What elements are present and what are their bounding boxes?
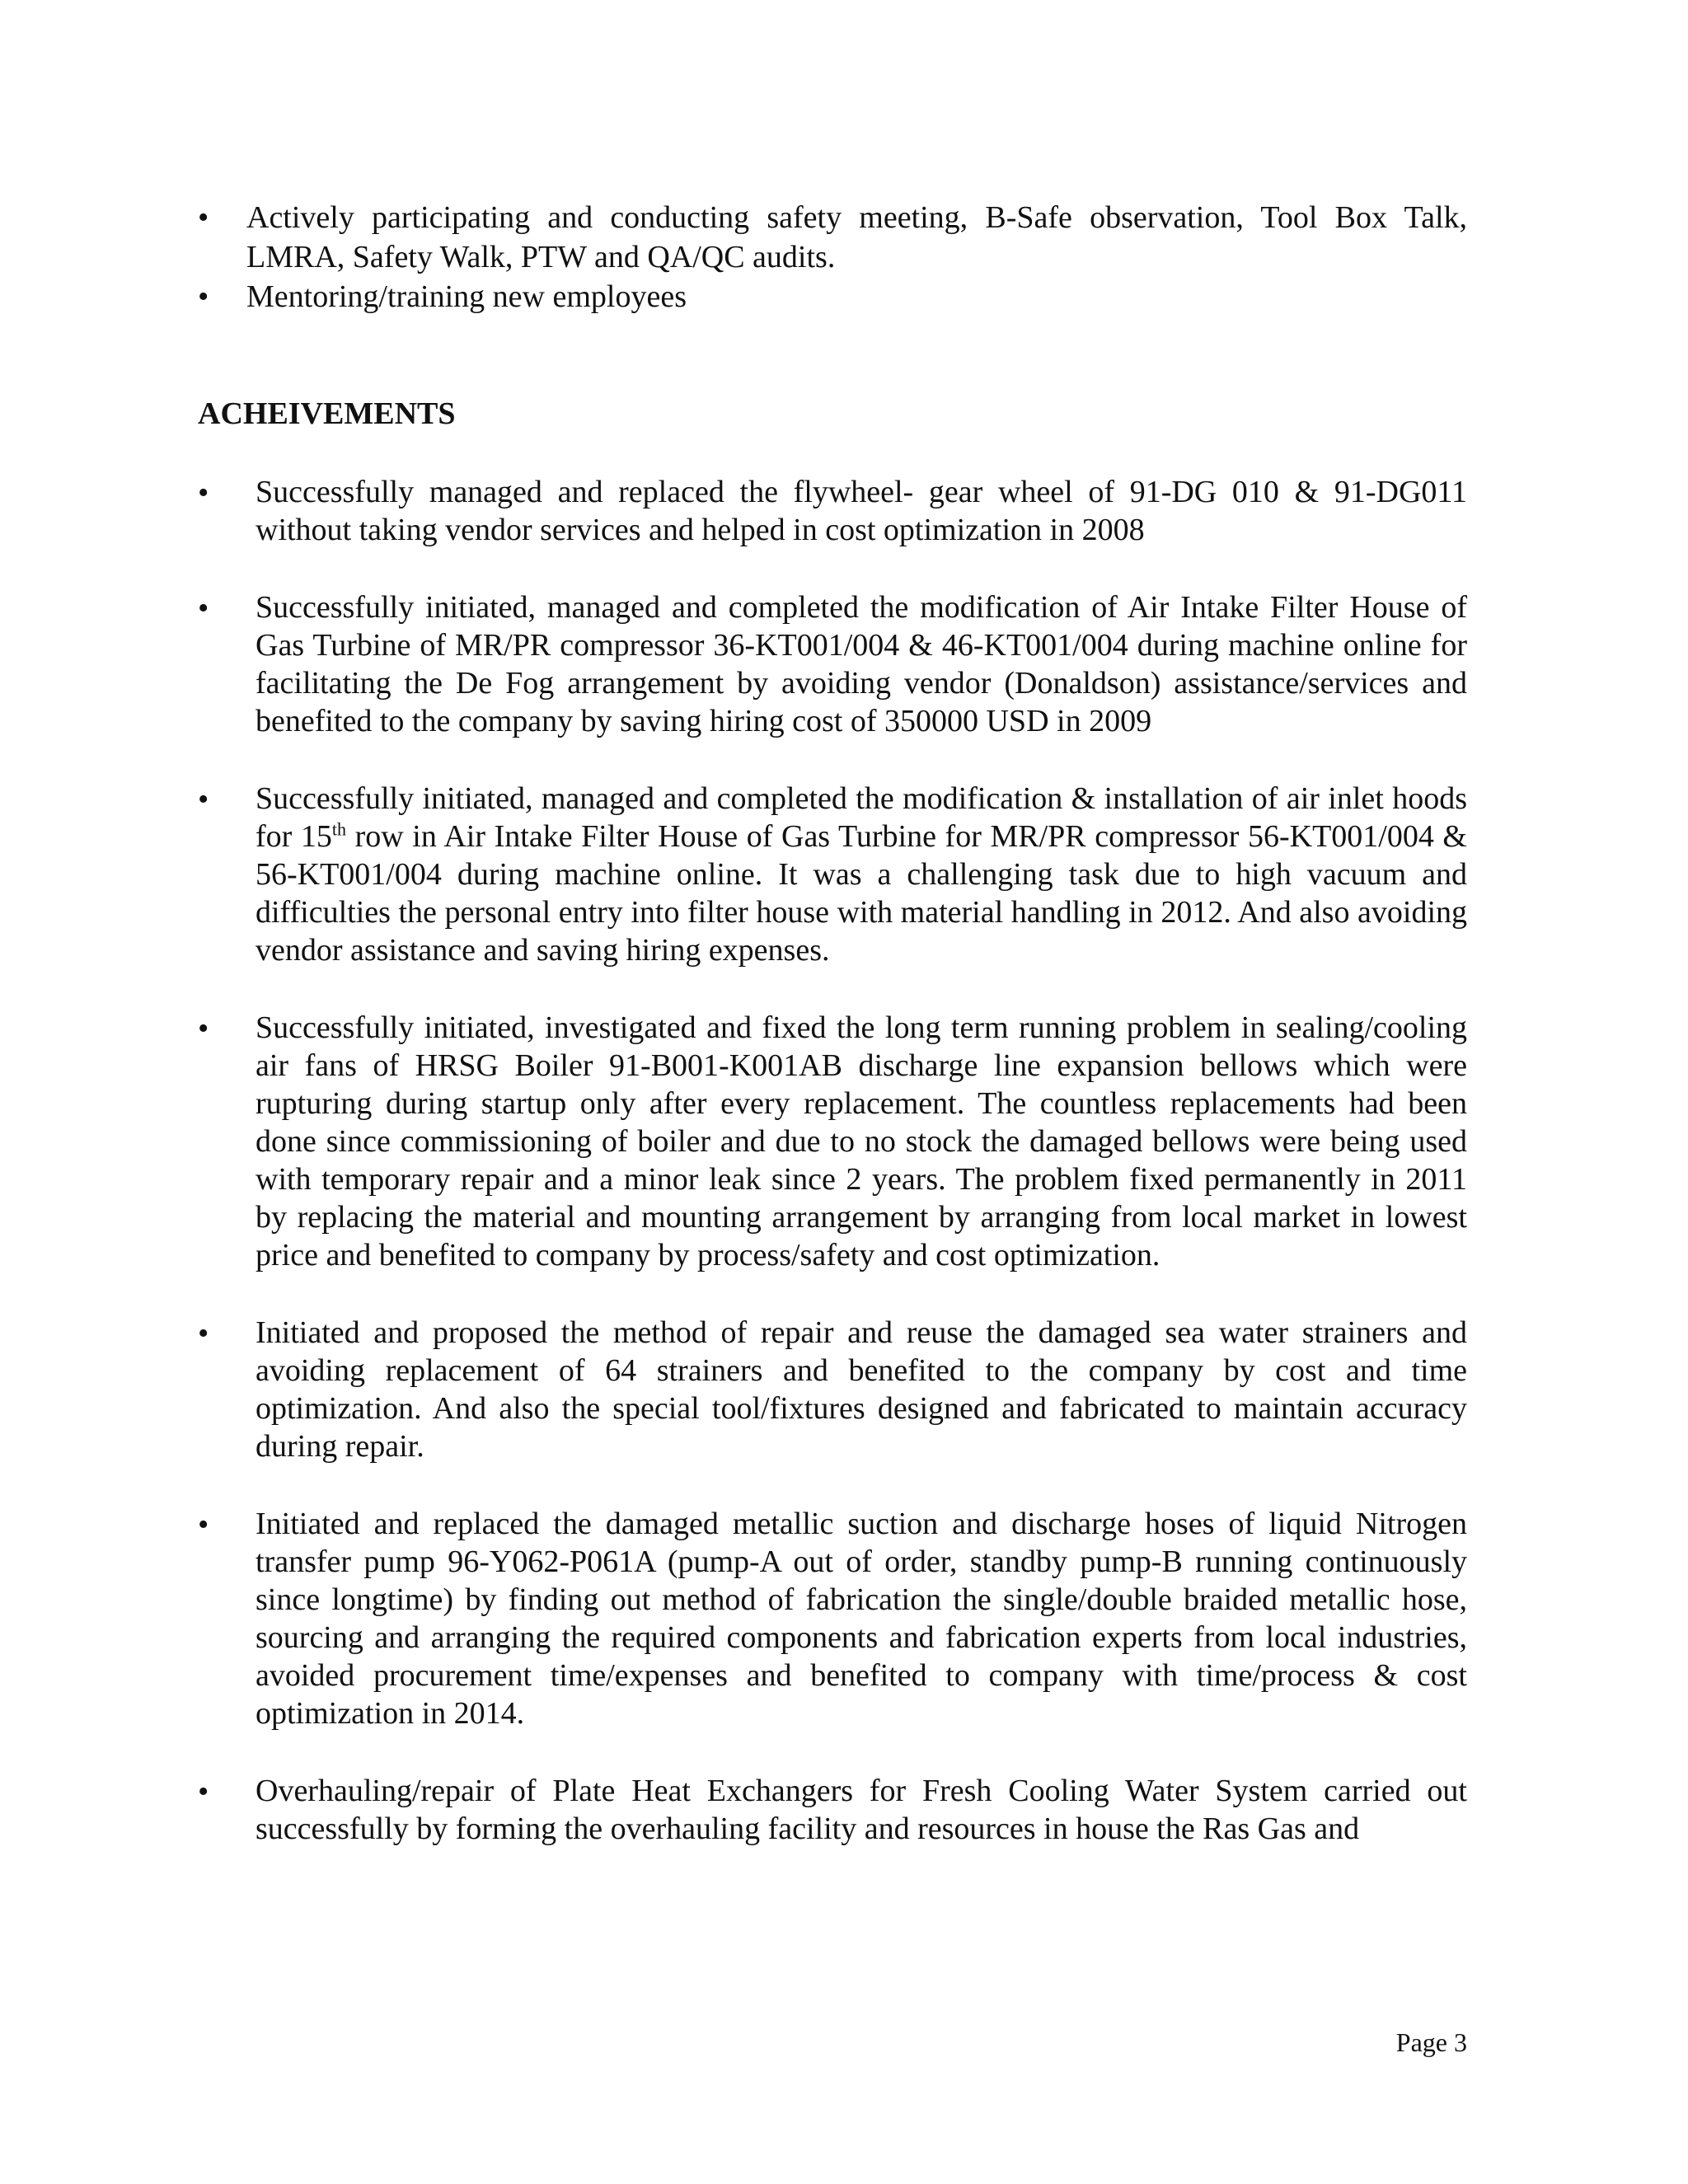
bullet-icon: • — [198, 1774, 209, 1809]
list-item — [198, 780, 1467, 969]
bullet-icon: • — [198, 1316, 209, 1351]
list-item — [198, 1505, 1467, 1732]
list-item — [198, 1772, 1467, 1848]
bullet-icon: • — [198, 782, 209, 817]
bullet-icon: • — [198, 476, 209, 510]
achievements-list — [198, 473, 1467, 1887]
page-number: Page 3 — [1395, 2027, 1467, 2057]
bullet-icon: • — [198, 591, 209, 626]
list-item — [198, 588, 1467, 740]
list-item-text — [256, 781, 1467, 968]
superscript: th — [331, 818, 347, 840]
text-fragment: row in Air Intake Filter House of Gas Turbine for MR/PR compressor 56-KT001/004 & 56-KT001/004 during machine online. It was a challenging task due to high vacuum and difficulties the personal entry into filter house with material handling in 2012. And also avoiding vendor assistance and saving hiring expenses. — [256, 819, 1467, 968]
list-item-text: Initiated and replaced the damaged metallic suction and discharge hoses of liquid Nitrogen transfer pump 96-Y062-P061A (pump-A out of order, standby pump-B running continuously since longtime) by finding out method of fabrication the single/double braided metallic hose, sourcing and arranging the required components and fabrication experts from local industries, avoided procurement time/expenses and benefited to company with time/process & cost optimization in 2014. — [256, 1507, 1467, 1731]
list-item — [198, 1009, 1467, 1274]
list-item-text: Overhauling/repair of Plate Heat Exchangers for Fresh Cooling Water System carried out successfully by forming the overhauling facility and resources in house the Ras Gas and — [256, 1774, 1467, 1846]
list-item-text: Actively participating and conducting safety meeting, B-Safe observation, Tool Box Talk, LMRA, Safety Walk, PTW and QA/QC audits. — [246, 200, 1467, 274]
list-item-text: Initiated and proposed the method of repair and reuse the damaged sea water strainers and avoiding replacement of 64 strainers and benefited to the company by cost and time optimization. And also the special tool/fixtures designed and fabricated to maintain accuracy during repair. — [256, 1315, 1467, 1464]
list-item — [198, 473, 1467, 549]
responsibilities-list — [198, 198, 1467, 316]
list-item — [198, 198, 1467, 277]
bullet-icon: • — [198, 1011, 209, 1046]
list-item-text: Successfully initiated, investigated and fixed the long term running problem in sealing/cooling air fans of HRSG Boiler 91-B001-K001AB discharge line expansion bellows which were rupturing during startup only after every replacement. The countless replacements had been done since commissioning of boiler and due to no stock the damaged bellows were being used with temporary repair and a minor leak since 2 years. The problem fixed permanently in 2011 by replacing the material and mounting arrangement by arranging from local market in lowest price and benefited to company by process/safety and cost optimization. — [256, 1010, 1467, 1272]
list-item — [198, 277, 1467, 316]
list-item-text: Successfully managed and replaced the flywheel- gear wheel of 91-DG 010 & 91-DG011 without taking vendor services and helped in cost optimization in 2008 — [256, 475, 1467, 547]
bullet-icon: • — [198, 1507, 209, 1542]
bullet-icon: • — [198, 200, 209, 235]
list-item-text: Successfully initiated, managed and completed the modification of Air Intake Filter House of Gas Turbine of MR/PR compressor 36-KT001/004 & 46-KT001/004 during machine online for facilitating the De Fog arrangement by avoiding vendor (Donaldson) assistance/services and benefited to the company by saving hiring cost of 350000 USD in 2009 — [256, 590, 1467, 738]
bullet-icon: • — [198, 279, 209, 314]
list-item-text: Mentoring/training new employees — [246, 279, 687, 314]
list-item — [198, 1314, 1467, 1465]
text-fragment: Successfully initiated, managed and completed the modification & installation of air inlet hoods for 15 — [256, 781, 1467, 854]
section-heading: ACHEIVEMENTS — [198, 396, 456, 431]
